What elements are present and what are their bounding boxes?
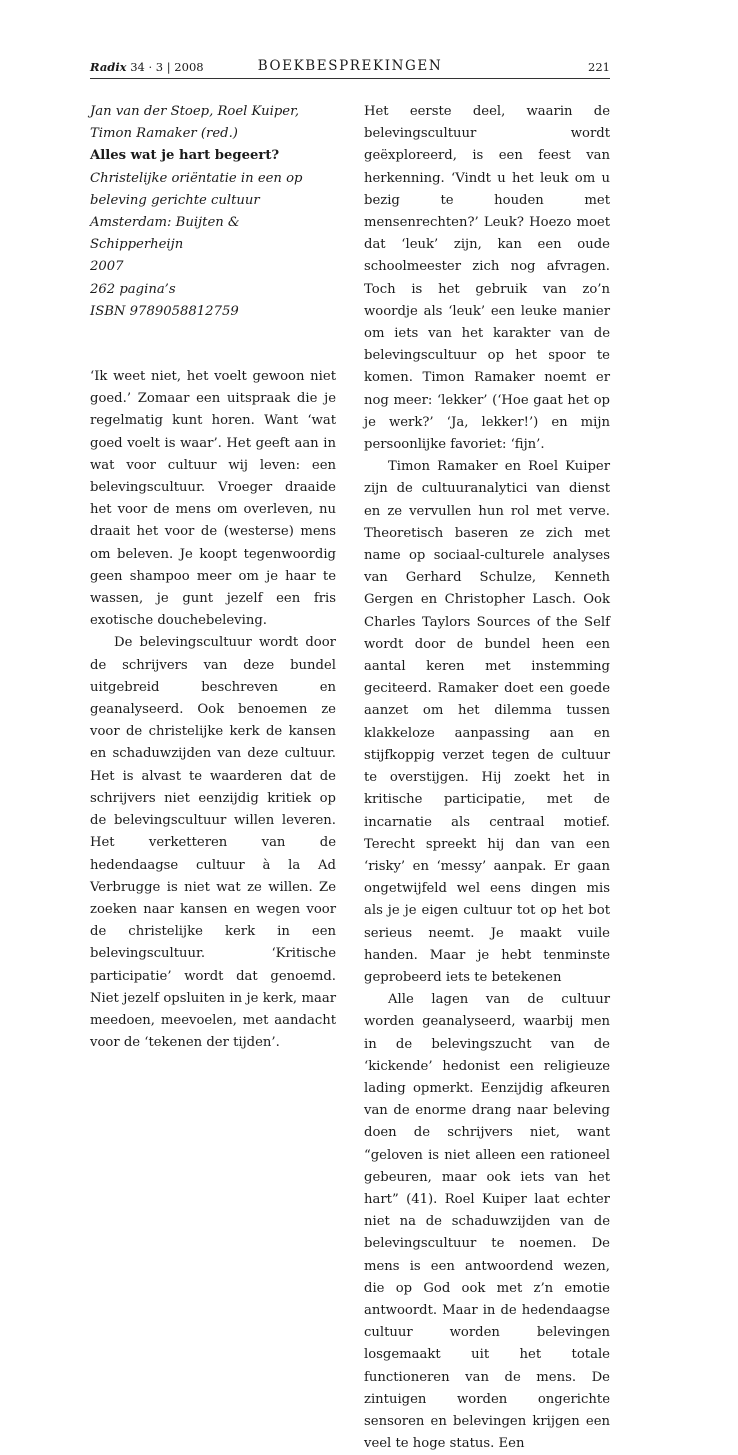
paragraph-2: De belevingscultuur wordt door de schrijvers van deze bundel uitgebreid beschreven en geanalyseerd. Ook benoemen ze voor de christelijke kerk de kansen en schaduwzijden van deze cultuur. Het is alvast te waarderen dat de schrijvers niet eenzijdig kritiek op de belevingscultuur willen leveren. Het verketteren van de hedendaagse cultuur à la Ad Verbrugge is niet wat ze willen. Ze zoeken naar kansen en wegen voor de christelijke kerk in een belevingscultuur. ‘Kritische participatie’ wordt dat genoemd. Niet jezelf opsluiten in je kerk, maar meedoen, meevoelen, met aandacht voor de ‘tekenen der tijden’.	[90, 635, 336, 1051]
left-column	[90, 101, 336, 1054]
book-subtitle: Christelijke oriëntatie in een op beleving gerichte cultuur	[90, 170, 303, 208]
book-title: Alles wat je hart begeert?	[90, 148, 280, 164]
book-year: 2007	[90, 259, 124, 275]
journal-issue: Radix 34 · 3 | 2008	[90, 60, 204, 74]
page-number: 221	[588, 60, 610, 74]
paragraph-4: Timon Ramaker en Roel Kuiper zijn de cultuuranalytici van dienst en ze vervullen hun rol met verve. Theoretisch baseren ze zich met name op sociaal-culturele analyses van Gerhard Schulze, Kenneth Gergen en Christopher Lasch. Ook Charles Taylors Sources of the Self wordt door de bundel heen een aantal keren met instemming geciteerd. Ramaker doet een goede aanzet om het dilemma tussen klakkeloze aanpassing aan en stijfkoppig verzet tegen de cultuur te overstijgen. Hij zoekt het in kritische participatie, met de incarnatie als centraal motief. Terecht spreekt hij dan van een ‘risky’ en ‘messy’ aanpak. Er gaan ongetwijfeld wel eens dingen mis als je je eigen cultuur tot op het bot serieus neemt. Je maakt vuile handen. Maar je hebt tenminste geprobeerd iets te betekenen	[364, 459, 610, 985]
paragraph-1: ‘Ik weet niet, het voelt gewoon niet goed.’ Zomaar een uitspraak die je regelmatig kunt horen. Want ‘wat goed voelt is waar’. Het geeft aan in wat voor cultuur wij leven: een belevingscultuur. Vroeger draaide het voor de mens om overleven, nu draait het voor de (westerse) mens om beleven. Je koopt tegenwoordig geen shampoo meer om je haar te wassen, je gunt jezelf een fris exotische douchebeleving.	[90, 369, 336, 629]
header-rule	[90, 78, 610, 79]
paragraph-3-continued: Het eerste deel, waarin de belevingscultuur wordt geëxploreerd, is een feest van herkenning. ‘Vindt u het leuk om u bezig te houden met mensenrechten?’ Leuk? Hoezo moet dat ‘leuk’ zijn, kan een oude schoolmeester zich nog afvragen. Toch is het gebruik van zo’n woordje als ‘leuk’ een leuke manier om iets van het karakter van de belevingscultuur op het spoor te komen. Timon Ramaker noemt er nog meer: ‘lekker’ (‘Hoe gaat het op je werk?’ ‘Ja, lekker!’) en mijn persoonlijke favoriet: ‘fijn’.	[364, 104, 610, 453]
book-isbn: ISBN 9789058812759	[90, 303, 239, 319]
book-pages: 262 pagina’s	[90, 281, 176, 297]
section-title: BOEKBESPREKINGEN	[257, 58, 443, 74]
book-metadata	[90, 101, 336, 323]
book-authors: Jan van der Stoep, Roel Kuiper, Timon Ramaker (red.)	[90, 104, 300, 142]
running-header	[90, 58, 610, 78]
paragraph-5: Alle lagen van de cultuur worden geanalyseerd, waarbij men in de belevingszucht van de ‘kickende’ hedonist een religieuze lading opmerkt. Eenzijdig afkeuren van de enorme drang naar beleving doen de schrijvers niet, want “geloven is niet alleen een rationeel gebeuren, maar ook iets van het hart” (41). Roel Kuiper laat echter niet na de schaduwzijden van de belevingscultuur te noemen. De mens is een antwoordend wezen, die op God ook met z’n emotie antwoordt. Maar in de hedendaagse cultuur worden belevingen losgemaakt uit het totale functioneren van de mens. De zintuigen worden ongerichte sensoren en belevingen krijgen een veel te hoge status. Een	[364, 992, 610, 1452]
right-column	[364, 101, 610, 1452]
book-publisher: Amsterdam: Buijten & Schipperheijn	[90, 215, 240, 253]
